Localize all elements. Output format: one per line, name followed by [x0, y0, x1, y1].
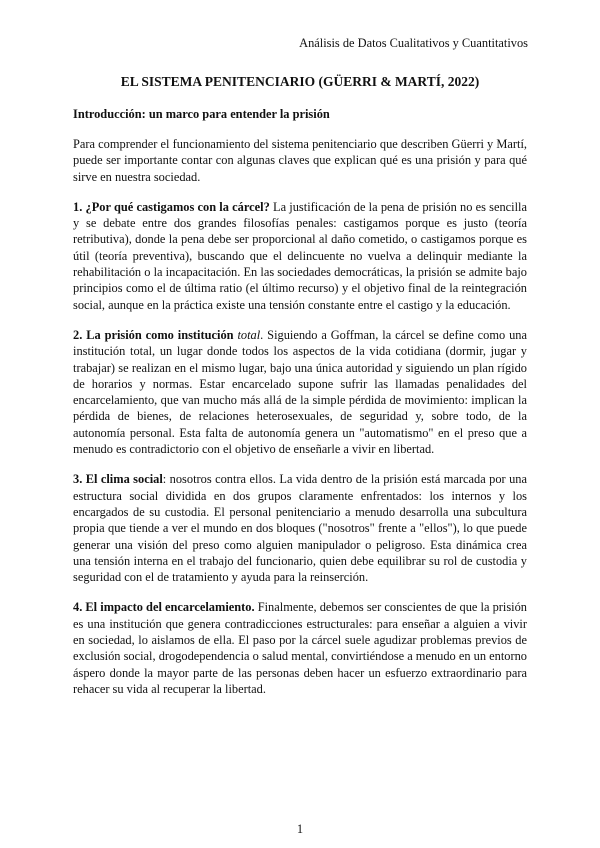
section-2-text: . Siguiendo a Goffman, la cárcel se define como una institución total, un lugar donde todos los aspectos de la vida cotidiana (dormir, jugar y trabajar) se realizan en el mismo lugar, bajo una única autoridad y siguiendo un plan rígido de horarios y normas. Estar encarcelado supone sufrir las llamadas penalidades del encarcelamiento, que van mucho más allá de la simple pérdida de movimiento: implican la pérdida de bienes, de relaciones heterosexuales, de seguridad y, sobre todo, de la autonomía personal. Esta falta de autonomía genera un "automatismo" en el preso que a menudo es contradictorio con el objetivo de enseñarle a vivir en libertad.: [73, 327, 527, 457]
section-4-text: Finalmente, debemos ser conscientes de que la prisión es una institución que genera contradicciones estructurales: para enseñar a alguien a vivir en sociedad, lo aislamos de ella. El paso por la cárcel suele agudizar problemas previos de exclusión social, drogodependencia o salud mental, convirtiéndose a menudo en un entorno áspero donde la mayor parte de las personas deben hacer un esfuerzo extraordinario para rehacer su vida al recuperar la libertad.: [73, 600, 527, 696]
section-4-lead: 4. El impacto del encarcelamiento.: [73, 600, 255, 615]
intro-heading: Introducción: un marco para entender la prisión: [73, 107, 330, 121]
running-header: Análisis de Datos Cualitativos y Cuantitativos: [299, 36, 528, 50]
document-body: [73, 74, 527, 711]
section-1-lead: 1. ¿Por qué castigamos con la cárcel?: [73, 199, 270, 214]
section-2-paragraph: [73, 327, 527, 457]
document-title: EL SISTEMA PENITENCIARIO (GÜERRI & MARTÍ, 2022): [120, 74, 480, 89]
section-3-paragraph: [73, 471, 527, 585]
section-3-lead: 3. El clima social: [73, 472, 163, 487]
intro-paragraph: Para comprender el funcionamiento del sistema penitenciario que describen Güerri y Martí, puede ser importante contar con algunas claves que explican qué es una prisión y para qué sirve en nuestra sociedad.: [73, 137, 527, 184]
section-1-text: La justificación de la pena de prisión no es sencilla y se debate entre dos grandes filosofías penales: castigamos porque es justo (teoría retributiva), donde la pena debe ser proporcional al daño cometido, o castigamos porque es útil (teoría preventiva), buscando que el delincuente no vuelva a delinquir mediante la rehabilitación o la incapacitación. En las sociedades democráticas, la prisión se admite bajo principios como el de última ratio (el último recurso) y el objetivo final de la reintegración social, aunque en la práctica existe una tensión constante entre el castigo y la educación.: [73, 199, 527, 312]
section-2-lead: 2. La prisión como institución: [73, 327, 238, 342]
page-number: 1: [296, 822, 304, 836]
section-3-text: : nosotros contra ellos. La vida dentro de la prisión está marcada por una estructura social dividida en dos grupos claramente enfrentados: los internos y los encargados de su custodia. El personal penitenciario a menudo desarrolla una subcultura propia que tiende a ver el mundo en dos bloques ("nosotros" frente a "ellos"), lo que puede generar una visión del preso como alguien manipulador o peligroso. Esta dinámica crea una tensión interna en el trabajo del funcionario, quien debe equilibrar su rol de custodia y seguridad con el de tratamiento y ayuda para la reinserción.: [73, 472, 528, 585]
section-1-paragraph: [73, 199, 527, 313]
section-4-paragraph: [73, 599, 527, 697]
section-2-lead-italic: total: [237, 327, 261, 342]
